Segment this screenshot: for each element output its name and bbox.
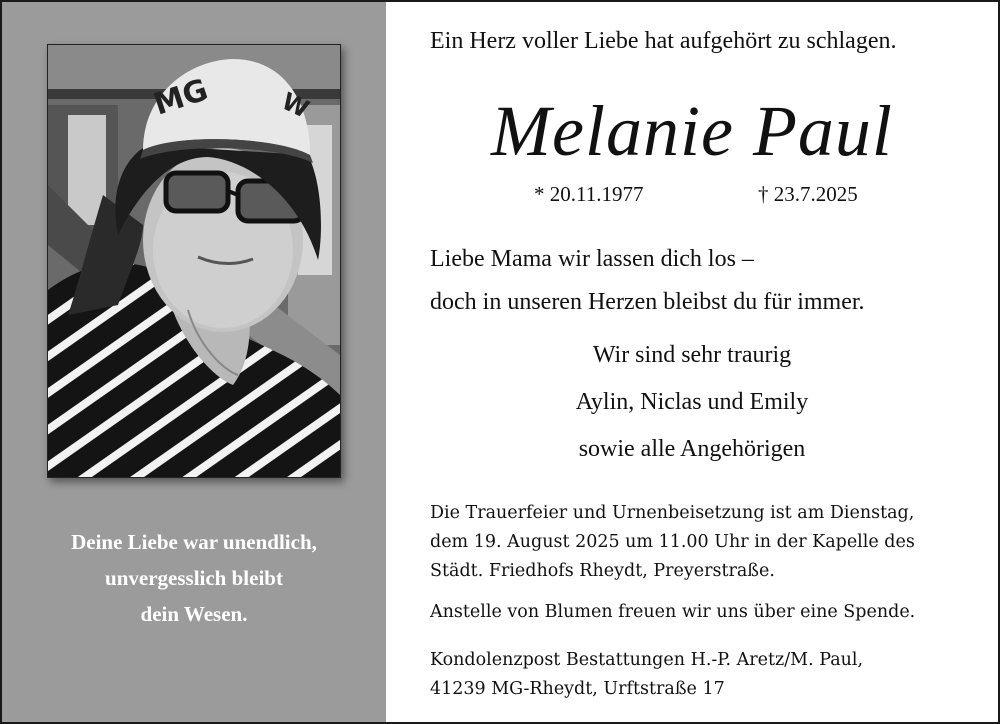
contact-line: 41239 MG-Rheydt, Urftstraße 17 [430, 679, 725, 699]
portrait-photo [47, 44, 341, 478]
mourners-line: Wir sind sehr traurig [592, 342, 792, 368]
ceremony-info [430, 499, 970, 586]
ceremony-line: Städt. Friedhofs Rheydt, Preyerstraße. [430, 561, 775, 581]
death-date: † 23.7.2025 [758, 182, 858, 206]
farewell-verse [430, 238, 990, 324]
ceremony-line: Die Trauerfeier und Urnenbeisetzung ist am Dienstag, [430, 503, 915, 523]
mourners-line: sowie alle Angehörigen [578, 436, 806, 462]
headline: Ein Herz voller Liebe hat aufgehört zu schlagen. [430, 28, 897, 54]
hat-lettering: W [277, 87, 314, 124]
mourners-block [386, 332, 998, 473]
farewell-line: doch in unseren Herzen bleibst du für immer. [430, 289, 865, 315]
deceased-name: Melanie Paul [491, 91, 893, 171]
side-panel [2, 2, 386, 722]
hat-lettering: MG [149, 72, 213, 123]
memorial-quote [2, 524, 386, 632]
contact-address [430, 646, 970, 704]
donation-note: Anstelle von Blumen freuen wir uns über eine Spende. [430, 602, 916, 622]
quote-line: dein Wesen. [140, 602, 248, 626]
farewell-line: Liebe Mama wir lassen dich los – [430, 246, 754, 272]
quote-line: Deine Liebe war unendlich, [71, 530, 317, 554]
ceremony-line: dem 19. August 2025 um 11.00 Uhr in der Kapelle des [430, 532, 915, 552]
contact-line: Kondolenzpost Bestattungen H.-P. Aretz/M. Paul, [430, 650, 864, 670]
birth-date: * 20.11.1977 [534, 182, 644, 206]
quote-line: unvergesslich bleibt [105, 566, 283, 590]
text-panel [386, 2, 998, 722]
mourners-line: Aylin, Niclas und Emily [575, 389, 809, 415]
